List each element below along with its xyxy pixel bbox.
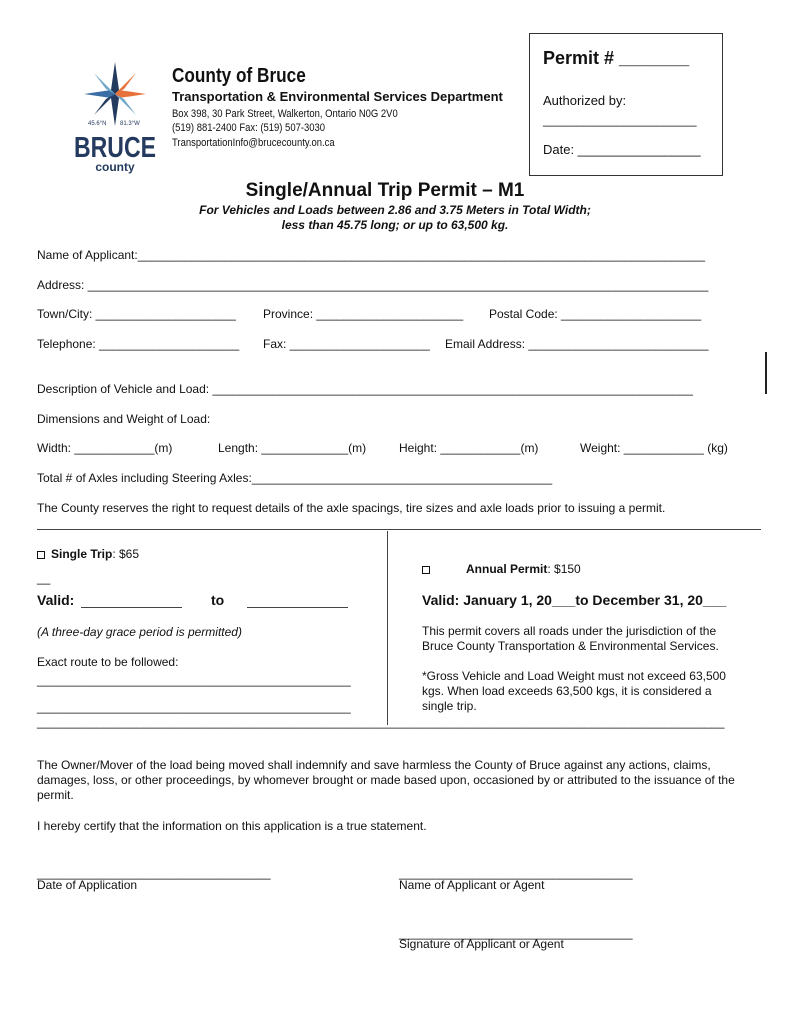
column-divider: [387, 531, 388, 725]
address-field[interactable]: Address: _____________________________________________________________________________________________: [37, 278, 709, 292]
vehicle-description-field[interactable]: Description of Vehicle and Load: ________________________________________________________________________: [37, 382, 693, 396]
logo-lon: 81.3°W: [120, 121, 140, 127]
axles-field[interactable]: Total # of Axles including Steering Axles:_____________________________________________: [37, 471, 553, 485]
annual-valid-dates[interactable]: Valid: January 1, 20___to December 31, 20___: [422, 592, 727, 608]
fax-field[interactable]: Fax: _____________________: [263, 337, 430, 351]
text-cursor: [765, 352, 767, 394]
height-field[interactable]: Height: ____________(m): [399, 441, 539, 455]
single-trip-option[interactable]: [37, 547, 139, 561]
route-field-1[interactable]: _______________________________________________: [37, 673, 351, 687]
annual-permit-option[interactable]: [422, 562, 581, 576]
org-address: Box 398, 30 Park Street, Walkerton, Ontario N0G 2V0: [172, 108, 398, 120]
signature-field[interactable]: ___________________________________: [399, 926, 633, 940]
telephone-field[interactable]: Telephone: _____________________: [37, 337, 240, 351]
applicant-name-signature-label: Name of Applicant or Agent: [399, 878, 545, 892]
form-title: Single/Annual Trip Permit – M1: [245, 180, 525, 201]
dimensions-label: Dimensions and Weight of Load:: [37, 412, 211, 426]
certification-statement: I hereby certify that the information on this application is a true statement.: [37, 819, 427, 833]
logo-lat: 45.6°N: [88, 121, 107, 127]
org-email: TransportationInfo@brucecounty.on.ca: [172, 137, 335, 149]
postal-code-field[interactable]: Postal Code: _____________________: [489, 307, 702, 321]
single-valid-from-field[interactable]: [81, 607, 182, 608]
permit-number-field[interactable]: Permit # _______: [543, 48, 690, 68]
route-label: Exact route to be followed:: [37, 655, 179, 669]
applicant-name-signature-field[interactable]: ___________________________________: [399, 866, 633, 880]
single-trip-price: : $65: [112, 547, 140, 561]
logo-name: BRUCE: [74, 132, 156, 164]
single-valid-label: Valid:: [37, 592, 75, 608]
single-trip-checkbox[interactable]: [37, 551, 45, 559]
date-of-application-label: Date of Application: [37, 878, 138, 892]
org-phone-fax: (519) 881-2400 Fax: (519) 507-3030: [172, 122, 326, 134]
annual-permit-checkbox[interactable]: [422, 566, 430, 574]
province-field[interactable]: Province: ______________________: [263, 307, 464, 321]
gross-weight-note: *Gross Vehicle and Load Weight must not exceed 63,500 kgs. When load exceeds 63,500 kgs, it is considered a single trip.: [422, 669, 726, 713]
town-city-field[interactable]: Town/City: _____________________: [37, 307, 236, 321]
permit-date-field[interactable]: Date: _________________: [543, 142, 701, 157]
section-divider: [37, 529, 761, 530]
reserve-notice: The County reserves the right to request details of the axle spacings, tire sizes and axle loads prior to issuing a permit.: [37, 501, 666, 515]
single-valid-to-field[interactable]: [247, 607, 348, 608]
weight-field[interactable]: Weight: ____________ (kg): [580, 441, 728, 455]
bruce-county-logo: [70, 60, 160, 175]
indemnity-statement: The Owner/Mover of the load being moved shall indemnify and save harmless the County of Bruce against any actions, claims, damages, loss, or other proceedings, by whomever brought or made based upon, occasioned by or attributed to the issuance of the permit.: [37, 758, 735, 802]
single-valid-to-label: to: [211, 592, 225, 608]
signature-label: Signature of Applicant or Agent: [399, 937, 564, 951]
route-field-2[interactable]: _______________________________________________: [37, 700, 351, 714]
form-subtitle-1: For Vehicles and Loads between 2.86 and 3.75 Meters in Total Width;: [199, 203, 591, 217]
length-field[interactable]: Length: _____________(m): [218, 441, 367, 455]
compass-star-icon: [84, 62, 146, 126]
authorized-by-label: Authorized by:: [543, 93, 627, 108]
single-trip-label: Single Trip: [51, 547, 113, 561]
email-field[interactable]: Email Address: ___________________________: [445, 337, 709, 351]
annual-permit-label: Annual Permit: [466, 562, 548, 576]
authorized-by-field[interactable]: _______________________: [543, 113, 697, 127]
annual-coverage-note: This permit covers all roads under the jurisdiction of the Bruce County Transportation & Environmental Services.: [422, 624, 719, 653]
width-field[interactable]: Width: ____________(m): [37, 441, 173, 455]
department-name: Transportation & Environmental Services Department: [172, 89, 503, 104]
applicant-name-field[interactable]: Name of Applicant:_____________________________________________________________________________________: [37, 248, 705, 262]
logo-subtitle: county: [95, 160, 135, 174]
annual-permit-price: : $150: [547, 562, 581, 576]
org-name: County of Bruce: [172, 65, 306, 87]
bottom-line-field: _______________________________________________________________________________________________________: [37, 715, 725, 729]
date-of-application-field[interactable]: ___________________________________: [37, 866, 271, 880]
form-subtitle-2: less than 45.75 long; or up to 63,500 kg.: [281, 218, 509, 232]
grace-period-note: (A three-day grace period is permitted): [37, 625, 242, 639]
single-trip-dash: __: [37, 571, 51, 585]
